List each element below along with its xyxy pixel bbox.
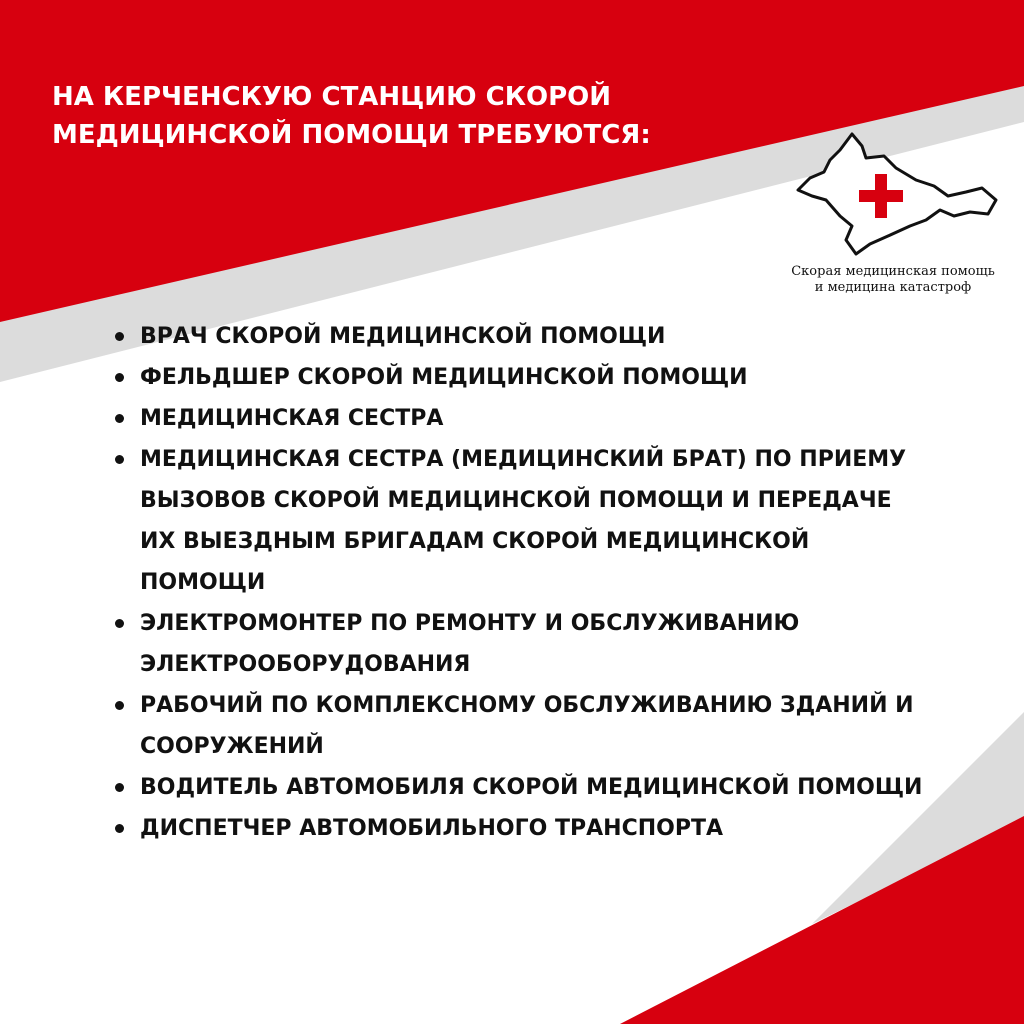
vacancy-line: ИХ ВЫЕЗДНЫМ БРИГАДАМ СКОРОЙ МЕДИЦИНСКОЙ bbox=[140, 529, 810, 554]
red-cross-horizontal bbox=[859, 190, 903, 202]
vacancy-line: ДИСПЕТЧЕР АВТОМОБИЛЬНОГО ТРАНСПОРТА bbox=[140, 816, 723, 841]
logo-caption-line-2: и медицина катастроф bbox=[814, 280, 972, 295]
vacancy-line: СООРУЖЕНИЙ bbox=[140, 734, 324, 759]
vacancy-item bbox=[115, 685, 985, 767]
vacancy-line: ПОМОЩИ bbox=[140, 570, 266, 595]
bullet-icon bbox=[115, 701, 124, 710]
vacancy-line: ВОДИТЕЛЬ АВТОМОБИЛЯ СКОРОЙ МЕДИЦИНСКОЙ ПОМОЩИ bbox=[140, 775, 923, 800]
vacancy-line: ФЕЛЬДШЕР СКОРОЙ МЕДИЦИНСКОЙ ПОМОЩИ bbox=[140, 365, 748, 390]
vacancy-item bbox=[115, 357, 985, 398]
bullet-icon bbox=[115, 414, 124, 423]
vacancy-item bbox=[115, 398, 985, 439]
vacancy-item bbox=[115, 316, 985, 357]
title-line-2: МЕДИЦИНСКОЙ ПОМОЩИ ТРЕБУЮТСЯ: bbox=[52, 120, 651, 150]
bullet-icon bbox=[115, 332, 124, 341]
vacancy-item bbox=[115, 439, 985, 603]
vacancy-line: ЭЛЕКТРОМОНТЕР ПО РЕМОНТУ И ОБСЛУЖИВАНИЮ bbox=[140, 611, 800, 636]
vacancy-line: ВЫЗОВОВ СКОРОЙ МЕДИЦИНСКОЙ ПОМОЩИ И ПЕРЕДАЧЕ bbox=[140, 488, 892, 513]
bullet-icon bbox=[115, 824, 124, 833]
vacancy-line: МЕДИЦИНСКАЯ СЕСТРА (МЕДИЦИНСКИЙ БРАТ) ПО ПРИЕМУ bbox=[140, 447, 907, 472]
vacancy-item bbox=[115, 767, 985, 808]
vacancy-line: ЭЛЕКТРООБОРУДОВАНИЯ bbox=[140, 652, 471, 677]
logo-caption-line-1: Скорая медицинская помощь bbox=[791, 264, 995, 279]
bullet-icon bbox=[115, 619, 124, 628]
bullet-icon bbox=[115, 373, 124, 382]
vacancy-item bbox=[115, 603, 985, 685]
vacancy-line: РАБОЧИЙ ПО КОМПЛЕКСНОМУ ОБСЛУЖИВАНИЮ ЗДАНИЙ И bbox=[140, 693, 914, 718]
vacancy-list bbox=[115, 316, 985, 849]
vacancy-line: МЕДИЦИНСКАЯ СЕСТРА bbox=[140, 406, 444, 431]
logo bbox=[786, 130, 1000, 305]
logo-caption bbox=[786, 264, 1000, 296]
crimea-map-red-cross-icon bbox=[790, 130, 1000, 260]
page-title bbox=[52, 78, 712, 154]
title-line-1: НА КЕРЧЕНСКУЮ СТАНЦИЮ СКОРОЙ bbox=[52, 82, 611, 112]
vacancy-line: ВРАЧ СКОРОЙ МЕДИЦИНСКОЙ ПОМОЩИ bbox=[140, 324, 666, 349]
bullet-icon bbox=[115, 783, 124, 792]
bullet-icon bbox=[115, 455, 124, 464]
vacancy-item bbox=[115, 808, 985, 849]
